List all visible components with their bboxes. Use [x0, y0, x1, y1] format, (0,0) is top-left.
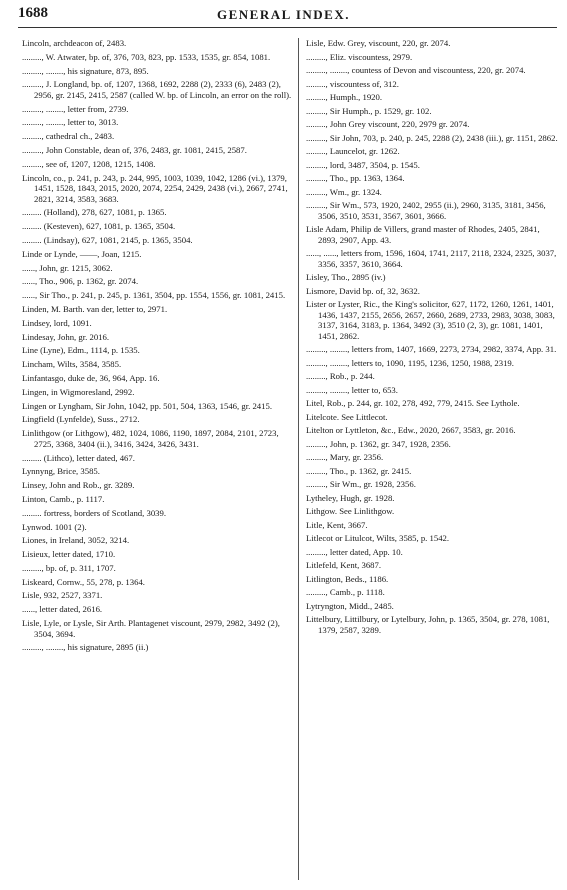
index-entry: Lisley, Tho., 2895 (iv.) [306, 272, 386, 282]
index-entry: Lisle Adam, Philip de Villers, grand master of Rhodes, 2405, 2841, 2893, 2907, App. 43. [306, 224, 540, 245]
index-entry: ......... (Lithco), letter dated, 467. [22, 452, 135, 463]
index-entry: Litelton or Lyttleton, &c., Edw., 2020, 2667, 3583, gr. 2016. [306, 425, 516, 435]
index-entry: ........., Tho., pp. 1363, 1364. [306, 173, 405, 183]
index-entry: Lisle, 932, 2527, 3371. [22, 590, 103, 601]
left-column [22, 38, 292, 656]
index-entry: Lynwod. 1001 (2). [22, 521, 87, 532]
index-entry: Lindsey, lord, 1091. [22, 317, 92, 328]
index-entry: Litle, Kent, 3667. [306, 519, 368, 530]
index-entry: ......... (Holland), 278, 627, 1081, p. 1365. [22, 207, 167, 218]
index-entry: ........., John Grey viscount, 220, 2979 gr. 2074. [306, 119, 470, 129]
index-entry: Lisle, Lyle, or Lysle, Sir Arth. Plantagenet viscount, 2979, 2982, 3492 (2), 3504, 3694. [22, 618, 280, 639]
index-entry: Line (Lyne), Edm., 1114, p. 1535. [22, 345, 140, 356]
index-entry: ........., ........, letters to, 1090, 1195, 1236, 1250, 1988, 2319. [306, 357, 514, 368]
index-entry: ........., see of, 1207, 1208, 1215, 1408. [22, 158, 156, 169]
index-entry: ........., Sir Wm., 573, 1920, 2402, 2955 (ii.), 2960, 3135, 3181, 3456, 3506, 3510, 3531, 3567, 3601, 3666. [306, 200, 546, 221]
index-entry: Littelbury, Littilbury, or Lytelbury, John, p. 1365, 3504, gr. 278, 1081, 1379, 2587, 3289. [306, 614, 550, 635]
page-number: 1688 [18, 5, 48, 21]
index-entry: ........., ........, his signature, 873, 895. [22, 65, 149, 76]
index-entry: ........., lord, 3487, 3504, p. 1545. [306, 159, 420, 170]
index-entry: ......... (Lindsay), 627, 1081, 2145, p. 1365, 3504. [22, 235, 193, 246]
index-entry: ........., Tho., p. 1362, gr. 2415. [306, 465, 412, 476]
index-entry: ......, Tho., 906, p. 1362, gr. 2074. [22, 276, 139, 287]
index-entry: Lingen or Lyngham, Sir John, 1042, pp. 501, 504, 1363, 1546, gr. 2415. [22, 400, 272, 411]
right-column [306, 38, 560, 638]
index-entry: ........., Camb., p. 1118. [306, 587, 385, 597]
index-entry: Linden, M. Barth. van der, letter to, 2971. [22, 304, 168, 315]
index-entry: ........., ........, letter to, 653. [306, 384, 398, 395]
index-entry: Litlefeld, Kent, 3687. [306, 560, 382, 570]
index-entry: ......, Sir Tho., p. 241, p. 245, p. 1361, 3504, pp. 1554, 1556, gr. 1081, 2415. [22, 290, 286, 301]
index-entry: ........., J. Longland, bp. of, 1207, 1368, 1692, 2288 (2), 2333 (6), 2483 (2), 2956, gr. 2145, 2415, 2587 (called W. bp. of Lincoln, an error on the roll). [22, 79, 292, 100]
index-entry: ........., viscountess of, 312. [306, 78, 399, 89]
index-entry: Linlithgow (or Lithgow), 482, 1024, 1086, 1190, 1897, 2084, 2101, 2723, 2725, 3368, 3404 (ii.), 3416, 3424, 3426, 3431. [22, 428, 279, 449]
index-entry: ........., letter dated, App. 10. [306, 546, 403, 557]
index-entry: ........., Sir Humph., p. 1529, gr. 102. [306, 105, 432, 116]
index-entry: ........., bp. of, p. 311, 1707. [22, 562, 116, 573]
index-entry: Linsey, John and Rob., gr. 3289. [22, 480, 135, 491]
header-rule [18, 27, 557, 28]
index-entry: Lisieux, letter dated, 1710. [22, 549, 116, 560]
index-entry: Liones, in Ireland, 3052, 3214. [22, 535, 130, 546]
index-entry: Linde or Lynde, ——, Joan, 1215. [22, 248, 142, 259]
index-entry: Lismore, David bp. of, 32, 3632. [306, 285, 420, 296]
index-entry: ........., Mary, gr. 2356. [306, 452, 384, 462]
index-entry: ........., ........, letter from, 2739. [22, 103, 129, 114]
index-entry: ........., ........, letters from, 1407, 1669, 2273, 2734, 2982, 3374, App. 31. [306, 344, 557, 354]
index-entry: ........., John Constable, dean of, 376, 2483, gr. 1081, 2415, 2587. [22, 145, 247, 156]
index-entry: Lindesay, John, gr. 2016. [22, 331, 110, 342]
index-entry: ........., Wm., gr. 1324. [306, 186, 382, 197]
index-entry: Lytryngton, Midd., 2485. [306, 600, 394, 611]
index-entry: ........., Sir Wm., gr. 1928, 2356. [306, 479, 416, 489]
index-entry: Litel, Rob., p. 244, gr. 102, 278, 492, 779, 2415. See Lythole. [306, 398, 520, 408]
index-entry: ........., ........, his signature, 2895 (ii.) [22, 642, 149, 653]
index-entry: Litelcote. See Littlecot. [306, 411, 388, 422]
index-entry: Linfantasgo, duke de, 36, 964, App. 16. [22, 373, 160, 384]
page-header [0, 0, 567, 32]
index-entry: Litlington, Beds., 1186. [306, 573, 389, 584]
index-entry: ......, John, gr. 1215, 3062. [22, 262, 113, 273]
index-entry: ........., Rob., p. 244. [306, 371, 375, 381]
index-entry: Lytheley, Hugh, gr. 1928. [306, 492, 395, 503]
index-entry: Lingfield (Lynfelde), Suss., 2712. [22, 414, 140, 425]
index-entry: ........., W. Atwater, bp. of, 376, 703, 823, pp. 1533, 1535, gr. 854, 1081. [22, 51, 271, 62]
index-entry: Lingen, in Wigmoresland, 2992. [22, 386, 135, 397]
index-entry: ........., ........, countess of Devon and viscountess, 220, gr. 2074. [306, 65, 526, 75]
index-entry: ........., Eliz. viscountess, 2979. [306, 51, 413, 62]
index-entry: ........., ........, letter to, 3013. [22, 117, 119, 128]
index-entry: ......, ......, letters from, 1596, 1604, 1741, 2117, 2118, 2324, 2325, 3037, 3356, 3357, 3610, 3664. [306, 248, 557, 269]
running-title: GENERAL INDEX. [217, 7, 350, 22]
index-entry: ........., Humph., 1920. [306, 92, 383, 102]
column-divider [298, 38, 299, 880]
index-entry: ......... fortress, borders of Scotland, 3039. [22, 507, 167, 518]
index-entry: Lincoln, archdeacon of, 2483. [22, 38, 127, 48]
index-entry: Lincham, Wilts, 3584, 3585. [22, 359, 122, 370]
index-entry: ........., John, p. 1362, gr. 347, 1928, 2356. [306, 438, 451, 449]
index-entry: ........., Launcelot, gr. 1262. [306, 146, 400, 156]
index-entry: ......... (Kesteven), 627, 1081, p. 1365, 3504. [22, 221, 176, 232]
index-entry: Liskeard, Cornw., 55, 278, p. 1364. [22, 576, 145, 587]
index-entry: Litlecot or Litulcot, Wilts, 3585, p. 1542. [306, 533, 450, 543]
index-entry: ......, letter dated, 2616. [22, 604, 103, 615]
index-entry: Lincoln, co., p. 241, p. 243, p. 244, 995, 1003, 1039, 1042, 1286 (vi.), 1379, 1451, 1528, 1843, 2015, 2020, 2074, 2254, 2429, 2438 (vi.), 2667, 2741, 2821, 3214, 3583, 3683. [22, 172, 288, 204]
index-entry: Lynnyng, Brice, 3585. [22, 466, 100, 477]
index-entry: ........., cathedral ch., 2483. [22, 131, 115, 142]
index-entry: Linton, Camb., p. 1117. [22, 493, 105, 504]
index-entry: Lithgow. See Linlithgow. [306, 506, 395, 516]
index-entry: ........., Sir John, 703, p. 240, p. 245, 2288 (2), 2438 (iii.), gr. 1151, 2862. [306, 132, 558, 143]
index-entry: Lister or Lyster, Ric., the King's solicitor, 627, 1172, 1260, 1261, 1401, 1436, 1437, 2155, 2656, 2657, 2660, 2689, 2733, 2983, 3038, 3083, 3137, 3164, 3183, p. 1364, 3492 (3), 3510 (2, 3), gr. 1081, 1401, 1451, 2862. [306, 299, 555, 341]
index-entry: Lisle, Edw. Grey, viscount, 220, gr. 2074. [306, 38, 451, 48]
